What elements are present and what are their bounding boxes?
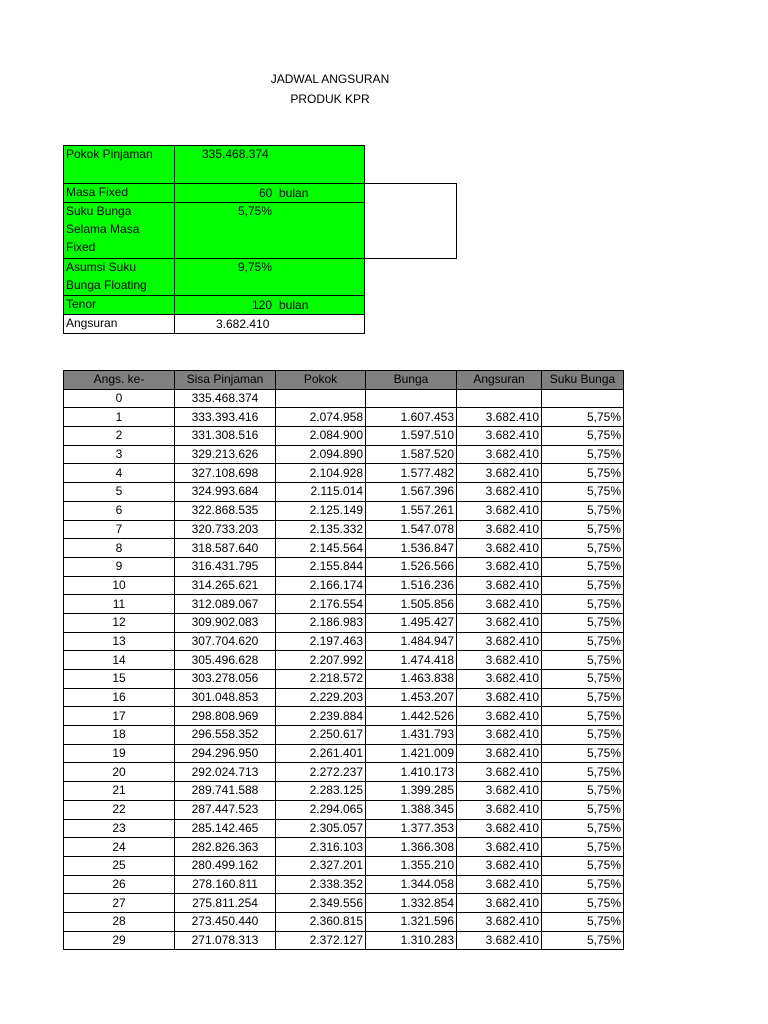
cell-pokok: 2.261.401 bbox=[276, 744, 366, 763]
cell-angsuran: 3.682.410 bbox=[457, 632, 542, 651]
cell-suku-bunga: 5,75% bbox=[542, 875, 624, 894]
cell-sisa-pinjaman: 287.447.523 bbox=[175, 800, 276, 819]
cell-pokok bbox=[276, 389, 366, 408]
schedule-table bbox=[63, 370, 624, 950]
header-pokok: Pokok bbox=[276, 371, 366, 390]
cell-bunga: 1.344.058 bbox=[366, 875, 457, 894]
cell-sisa-pinjaman: 316.431.795 bbox=[175, 557, 276, 576]
asumsi-label-line1: Asumsi Suku bbox=[66, 260, 137, 274]
cell-bunga: 1.495.427 bbox=[366, 613, 457, 632]
masa-unit: bulan bbox=[279, 186, 309, 200]
cell-sisa-pinjaman: 322.868.535 bbox=[175, 501, 276, 520]
cell-bunga: 1.332.854 bbox=[366, 894, 457, 913]
header-bunga: Bunga bbox=[366, 371, 457, 390]
cell-sisa-pinjaman: 331.308.516 bbox=[175, 427, 276, 446]
table-row bbox=[64, 763, 624, 782]
cell-suku-bunga: 5,75% bbox=[542, 557, 624, 576]
cell-bunga: 1.484.947 bbox=[366, 632, 457, 651]
cell-bunga: 1.557.261 bbox=[366, 501, 457, 520]
header-suku-bunga: Suku Bunga bbox=[542, 371, 624, 390]
cell-suku-bunga: 5,75% bbox=[542, 763, 624, 782]
pokok-value-cell bbox=[174, 145, 365, 184]
cell-suku-bunga bbox=[542, 389, 624, 408]
header-sisa-pinjaman: Sisa Pinjaman bbox=[175, 371, 276, 390]
cell-sisa-pinjaman: 333.393.416 bbox=[175, 408, 276, 427]
cell-bunga: 1.516.236 bbox=[366, 576, 457, 595]
cell-pokok: 2.305.057 bbox=[276, 819, 366, 838]
table-row bbox=[64, 931, 624, 950]
cell-bunga: 1.377.353 bbox=[366, 819, 457, 838]
table-row bbox=[64, 613, 624, 632]
pokok-value: 335.468.374 bbox=[202, 147, 269, 161]
cell-angsuran: 3.682.410 bbox=[457, 539, 542, 558]
cell-angsuran: 3.682.410 bbox=[457, 744, 542, 763]
cell-bunga: 1.388.345 bbox=[366, 800, 457, 819]
table-row bbox=[64, 651, 624, 670]
cell-suku-bunga: 5,75% bbox=[542, 856, 624, 875]
cell-suku-bunga: 5,75% bbox=[542, 800, 624, 819]
cell-angsuran: 3.682.410 bbox=[457, 800, 542, 819]
cell-sisa-pinjaman: 296.558.352 bbox=[175, 726, 276, 745]
cell-pokok: 2.104.928 bbox=[276, 464, 366, 483]
cell-angs-ke: 5 bbox=[64, 483, 175, 502]
cell-bunga: 1.577.482 bbox=[366, 464, 457, 483]
cell-suku-bunga: 5,75% bbox=[542, 595, 624, 614]
cell-suku-bunga: 5,75% bbox=[542, 427, 624, 446]
cell-suku-bunga: 5,75% bbox=[542, 651, 624, 670]
cell-suku-bunga: 5,75% bbox=[542, 744, 624, 763]
cell-angs-ke: 7 bbox=[64, 520, 175, 539]
table-row bbox=[64, 707, 624, 726]
cell-angsuran: 3.682.410 bbox=[457, 408, 542, 427]
cell-pokok: 2.218.572 bbox=[276, 670, 366, 689]
table-row bbox=[64, 819, 624, 838]
cell-angsuran: 3.682.410 bbox=[457, 595, 542, 614]
table-row bbox=[64, 557, 624, 576]
cell-angs-ke: 21 bbox=[64, 782, 175, 801]
cell-angs-ke: 6 bbox=[64, 501, 175, 520]
cell-sisa-pinjaman: 278.160.811 bbox=[175, 875, 276, 894]
cell-bunga: 1.587.520 bbox=[366, 445, 457, 464]
cell-angs-ke: 15 bbox=[64, 670, 175, 689]
table-row bbox=[64, 856, 624, 875]
cell-angs-ke: 24 bbox=[64, 838, 175, 857]
cell-pokok: 2.229.203 bbox=[276, 688, 366, 707]
cell-angs-ke: 23 bbox=[64, 819, 175, 838]
document-title: JADWAL ANGSURAN bbox=[270, 72, 390, 86]
cell-sisa-pinjaman: 298.808.969 bbox=[175, 707, 276, 726]
header-angs-ke: Angs. ke- bbox=[64, 371, 175, 390]
cell-suku-bunga: 5,75% bbox=[542, 688, 624, 707]
cell-angsuran: 3.682.410 bbox=[457, 912, 542, 931]
cell-angsuran: 3.682.410 bbox=[457, 651, 542, 670]
cell-sisa-pinjaman: 324.993.684 bbox=[175, 483, 276, 502]
cell-sisa-pinjaman: 309.902.083 bbox=[175, 613, 276, 632]
cell-sisa-pinjaman: 320.733.203 bbox=[175, 520, 276, 539]
cell-angs-ke: 4 bbox=[64, 464, 175, 483]
cell-pokok: 2.316.103 bbox=[276, 838, 366, 857]
cell-suku-bunga: 5,75% bbox=[542, 931, 624, 950]
cell-sisa-pinjaman: 271.078.313 bbox=[175, 931, 276, 950]
cell-angs-ke: 10 bbox=[64, 576, 175, 595]
cell-angs-ke: 29 bbox=[64, 931, 175, 950]
cell-angsuran: 3.682.410 bbox=[457, 819, 542, 838]
table-row bbox=[64, 427, 624, 446]
cell-sisa-pinjaman: 329.213.626 bbox=[175, 445, 276, 464]
cell-pokok: 2.145.564 bbox=[276, 539, 366, 558]
cell-bunga bbox=[366, 389, 457, 408]
header-angsuran: Angsuran bbox=[457, 371, 542, 390]
table-row bbox=[64, 501, 624, 520]
cell-angsuran: 3.682.410 bbox=[457, 838, 542, 857]
cell-angs-ke: 20 bbox=[64, 763, 175, 782]
cell-bunga: 1.399.285 bbox=[366, 782, 457, 801]
cell-bunga: 1.526.566 bbox=[366, 557, 457, 576]
cell-sisa-pinjaman: 285.142.465 bbox=[175, 819, 276, 838]
table-row bbox=[64, 726, 624, 745]
table-row bbox=[64, 595, 624, 614]
cell-angsuran: 3.682.410 bbox=[457, 445, 542, 464]
cell-suku-bunga: 5,75% bbox=[542, 613, 624, 632]
cell-bunga: 1.567.396 bbox=[366, 483, 457, 502]
cell-angs-ke: 11 bbox=[64, 595, 175, 614]
cell-suku-bunga: 5,75% bbox=[542, 894, 624, 913]
table-row bbox=[64, 483, 624, 502]
cell-suku-bunga: 5,75% bbox=[542, 483, 624, 502]
asumsi-label bbox=[63, 258, 174, 296]
asumsi-value-cell bbox=[174, 258, 365, 296]
cell-angsuran: 3.682.410 bbox=[457, 726, 542, 745]
cell-angsuran: 3.682.410 bbox=[457, 557, 542, 576]
suku-label-line1: Suku Bunga bbox=[66, 204, 132, 218]
table-row bbox=[64, 389, 624, 408]
cell-sisa-pinjaman: 335.468.374 bbox=[175, 389, 276, 408]
tenor-label: Tenor bbox=[66, 297, 97, 311]
masa-value: 60 bbox=[259, 186, 273, 200]
masa-value-cell bbox=[174, 183, 365, 203]
suku-label-line3: Fixed bbox=[66, 240, 96, 254]
cell-pokok: 2.176.554 bbox=[276, 595, 366, 614]
cell-bunga: 1.310.283 bbox=[366, 931, 457, 950]
cell-sisa-pinjaman: 318.587.640 bbox=[175, 539, 276, 558]
table-row bbox=[64, 520, 624, 539]
table-row bbox=[64, 632, 624, 651]
table-row bbox=[64, 838, 624, 857]
cell-bunga: 1.431.793 bbox=[366, 726, 457, 745]
cell-sisa-pinjaman: 273.450.440 bbox=[175, 912, 276, 931]
angsuran-label: Angsuran bbox=[66, 316, 118, 330]
cell-angsuran: 3.682.410 bbox=[457, 501, 542, 520]
cell-suku-bunga: 5,75% bbox=[542, 464, 624, 483]
side-empty-box bbox=[365, 183, 457, 259]
cell-angs-ke: 9 bbox=[64, 557, 175, 576]
cell-bunga: 1.442.526 bbox=[366, 707, 457, 726]
table-row bbox=[64, 912, 624, 931]
cell-sisa-pinjaman: 294.296.950 bbox=[175, 744, 276, 763]
cell-bunga: 1.547.078 bbox=[366, 520, 457, 539]
cell-angs-ke: 13 bbox=[64, 632, 175, 651]
cell-angs-ke: 3 bbox=[64, 445, 175, 464]
cell-angsuran: 3.682.410 bbox=[457, 894, 542, 913]
cell-sisa-pinjaman: 292.024.713 bbox=[175, 763, 276, 782]
table-row bbox=[64, 688, 624, 707]
cell-angsuran: 3.682.410 bbox=[457, 707, 542, 726]
cell-bunga: 1.366.308 bbox=[366, 838, 457, 857]
cell-bunga: 1.463.838 bbox=[366, 670, 457, 689]
cell-angs-ke: 26 bbox=[64, 875, 175, 894]
cell-suku-bunga: 5,75% bbox=[542, 670, 624, 689]
cell-bunga: 1.607.453 bbox=[366, 408, 457, 427]
tenor-value: 120 bbox=[252, 298, 273, 312]
cell-angsuran: 3.682.410 bbox=[457, 782, 542, 801]
cell-bunga: 1.505.856 bbox=[366, 595, 457, 614]
cell-sisa-pinjaman: 303.278.056 bbox=[175, 670, 276, 689]
cell-sisa-pinjaman: 289.741.588 bbox=[175, 782, 276, 801]
cell-suku-bunga: 5,75% bbox=[542, 782, 624, 801]
cell-pokok: 2.125.149 bbox=[276, 501, 366, 520]
cell-pokok: 2.327.201 bbox=[276, 856, 366, 875]
asumsi-value: 9,75% bbox=[238, 260, 273, 274]
cell-angs-ke: 18 bbox=[64, 726, 175, 745]
cell-angs-ke: 22 bbox=[64, 800, 175, 819]
cell-sisa-pinjaman: 305.496.628 bbox=[175, 651, 276, 670]
cell-pokok: 2.294.065 bbox=[276, 800, 366, 819]
cell-pokok: 2.272.237 bbox=[276, 763, 366, 782]
cell-angsuran bbox=[457, 389, 542, 408]
cell-sisa-pinjaman: 307.704.620 bbox=[175, 632, 276, 651]
table-row bbox=[64, 539, 624, 558]
cell-angsuran: 3.682.410 bbox=[457, 427, 542, 446]
cell-pokok: 2.372.127 bbox=[276, 931, 366, 950]
cell-angsuran: 3.682.410 bbox=[457, 856, 542, 875]
cell-pokok: 2.283.125 bbox=[276, 782, 366, 801]
table-row bbox=[64, 800, 624, 819]
cell-pokok: 2.074.958 bbox=[276, 408, 366, 427]
cell-suku-bunga: 5,75% bbox=[542, 726, 624, 745]
cell-bunga: 1.597.510 bbox=[366, 427, 457, 446]
cell-angs-ke: 17 bbox=[64, 707, 175, 726]
cell-bunga: 1.421.009 bbox=[366, 744, 457, 763]
cell-angs-ke: 28 bbox=[64, 912, 175, 931]
cell-suku-bunga: 5,75% bbox=[542, 707, 624, 726]
table-row bbox=[64, 894, 624, 913]
pokok-label: Pokok Pinjaman bbox=[66, 147, 153, 161]
cell-angs-ke: 27 bbox=[64, 894, 175, 913]
cell-pokok: 2.084.900 bbox=[276, 427, 366, 446]
table-row bbox=[64, 670, 624, 689]
cell-angsuran: 3.682.410 bbox=[457, 613, 542, 632]
cell-angsuran: 3.682.410 bbox=[457, 483, 542, 502]
cell-pokok: 2.155.844 bbox=[276, 557, 366, 576]
cell-pokok: 2.239.884 bbox=[276, 707, 366, 726]
cell-suku-bunga: 5,75% bbox=[542, 912, 624, 931]
suku-label-line2: Selama Masa bbox=[66, 222, 140, 236]
cell-angsuran: 3.682.410 bbox=[457, 670, 542, 689]
cell-angs-ke: 8 bbox=[64, 539, 175, 558]
table-row bbox=[64, 445, 624, 464]
cell-bunga: 1.355.210 bbox=[366, 856, 457, 875]
cell-angs-ke: 14 bbox=[64, 651, 175, 670]
cell-suku-bunga: 5,75% bbox=[542, 838, 624, 857]
cell-suku-bunga: 5,75% bbox=[542, 520, 624, 539]
cell-sisa-pinjaman: 327.108.698 bbox=[175, 464, 276, 483]
cell-angsuran: 3.682.410 bbox=[457, 931, 542, 950]
suku-value-cell bbox=[174, 202, 365, 259]
cell-suku-bunga: 5,75% bbox=[542, 632, 624, 651]
cell-sisa-pinjaman: 280.499.162 bbox=[175, 856, 276, 875]
cell-pokok: 2.186.983 bbox=[276, 613, 366, 632]
cell-bunga: 1.453.207 bbox=[366, 688, 457, 707]
table-row bbox=[64, 782, 624, 801]
cell-suku-bunga: 5,75% bbox=[542, 408, 624, 427]
table-row bbox=[64, 744, 624, 763]
asumsi-label-line2: Bunga Floating bbox=[66, 278, 147, 292]
cell-pokok: 2.166.174 bbox=[276, 576, 366, 595]
cell-pokok: 2.207.992 bbox=[276, 651, 366, 670]
cell-suku-bunga: 5,75% bbox=[542, 501, 624, 520]
schedule-header-row bbox=[64, 371, 624, 390]
cell-angsuran: 3.682.410 bbox=[457, 688, 542, 707]
cell-angsuran: 3.682.410 bbox=[457, 875, 542, 894]
cell-angs-ke: 16 bbox=[64, 688, 175, 707]
cell-pokok: 2.115.014 bbox=[276, 483, 366, 502]
cell-suku-bunga: 5,75% bbox=[542, 819, 624, 838]
cell-angs-ke: 2 bbox=[64, 427, 175, 446]
cell-bunga: 1.410.173 bbox=[366, 763, 457, 782]
cell-pokok: 2.250.617 bbox=[276, 726, 366, 745]
cell-angsuran: 3.682.410 bbox=[457, 576, 542, 595]
table-row bbox=[64, 464, 624, 483]
cell-bunga: 1.321.596 bbox=[366, 912, 457, 931]
cell-sisa-pinjaman: 312.089.067 bbox=[175, 595, 276, 614]
table-row bbox=[64, 576, 624, 595]
cell-sisa-pinjaman: 314.265.621 bbox=[175, 576, 276, 595]
cell-suku-bunga: 5,75% bbox=[542, 445, 624, 464]
cell-sisa-pinjaman: 301.048.853 bbox=[175, 688, 276, 707]
cell-suku-bunga: 5,75% bbox=[542, 539, 624, 558]
cell-bunga: 1.536.847 bbox=[366, 539, 457, 558]
cell-pokok: 2.135.332 bbox=[276, 520, 366, 539]
cell-pokok: 2.360.815 bbox=[276, 912, 366, 931]
suku-value: 5,75% bbox=[238, 204, 273, 218]
angsuran-value: 3.682.410 bbox=[216, 317, 270, 331]
cell-angsuran: 3.682.410 bbox=[457, 520, 542, 539]
cell-sisa-pinjaman: 275.811.254 bbox=[175, 894, 276, 913]
cell-angsuran: 3.682.410 bbox=[457, 763, 542, 782]
masa-label: Masa Fixed bbox=[66, 185, 129, 199]
document-subtitle: PRODUK KPR bbox=[290, 92, 370, 106]
tenor-value-cell bbox=[174, 295, 365, 315]
cell-sisa-pinjaman: 282.826.363 bbox=[175, 838, 276, 857]
cell-angs-ke: 1 bbox=[64, 408, 175, 427]
suku-label bbox=[63, 202, 174, 259]
table-row bbox=[64, 875, 624, 894]
cell-pokok: 2.338.352 bbox=[276, 875, 366, 894]
cell-pokok: 2.094.890 bbox=[276, 445, 366, 464]
cell-angs-ke: 12 bbox=[64, 613, 175, 632]
cell-angs-ke: 19 bbox=[64, 744, 175, 763]
cell-pokok: 2.349.556 bbox=[276, 894, 366, 913]
cell-angsuran: 3.682.410 bbox=[457, 464, 542, 483]
cell-angs-ke: 0 bbox=[64, 389, 175, 408]
table-row bbox=[64, 408, 624, 427]
angsuran-value-cell bbox=[174, 314, 365, 334]
cell-suku-bunga: 5,75% bbox=[542, 576, 624, 595]
cell-bunga: 1.474.418 bbox=[366, 651, 457, 670]
cell-pokok: 2.197.463 bbox=[276, 632, 366, 651]
tenor-unit: bulan bbox=[279, 298, 309, 312]
cell-angs-ke: 25 bbox=[64, 856, 175, 875]
